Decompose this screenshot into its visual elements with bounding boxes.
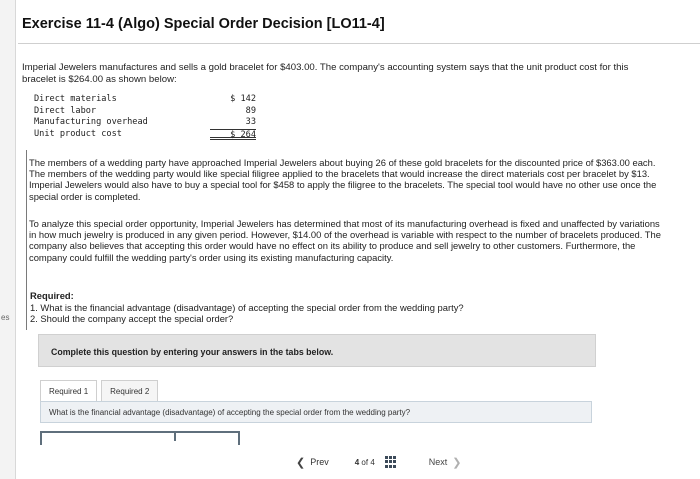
cost-row-direct-labor	[34, 106, 256, 118]
question-text: What is the financial advantage (disadvantage) of accepting the special order from the wedding party?	[49, 408, 411, 417]
tab-required-2[interactable]: Required 2	[101, 380, 158, 402]
page-current: 4	[354, 457, 360, 467]
exercise-title: Exercise 11-4 (Algo) Special Order Decision [LO11-4]	[22, 16, 385, 32]
question-bar	[40, 401, 592, 423]
cost-row-direct-materials	[34, 94, 256, 106]
required-item-1: 1. What is the financial advantage (disadvantage) of accepting the special order from the wedding party?	[30, 301, 464, 313]
cost-value: $ 264	[210, 129, 256, 141]
cost-row-manufacturing-overhead	[34, 117, 256, 129]
cost-label: Unit product cost	[34, 128, 122, 139]
footer-navigation	[296, 452, 462, 472]
answer-tabs	[40, 380, 162, 402]
left-side-rail	[0, 0, 16, 479]
scenario-paragraph: The members of a wedding party have approached Imperial Jewelers about buying 26 of these gold bracelets for the discounted price of $363.00 each. The members of the wedding party would like special filigree applied to the bracelets that would increase the direct materials cost per bracelet by $13. Imperial Jewelers would also have to buy a special tool for $458 to apply the filigree to the bracelets. The special tool would have no other use once the special order is completed.	[29, 157, 657, 202]
unit-cost-table	[34, 94, 256, 140]
cost-row-unit-product-cost	[34, 129, 256, 141]
chevron-left-icon: ❮	[296, 456, 306, 469]
cost-label: Direct materials	[34, 94, 117, 104]
cost-label: Manufacturing overhead	[34, 117, 148, 127]
instruction-text: Complete this question by entering your answers in the tabs below.	[51, 347, 334, 357]
page-indicator	[355, 458, 375, 467]
grid-icon[interactable]	[385, 456, 397, 468]
title-divider	[18, 43, 700, 44]
next-label: Next	[428, 457, 448, 467]
tab-required-1[interactable]: Required 1	[40, 380, 97, 402]
cost-value: 33	[245, 117, 256, 127]
cost-value: 89	[245, 105, 256, 116]
page-of: of	[361, 457, 369, 467]
required-item-2: 2. Should the company accept the special order?	[30, 313, 234, 324]
cost-label: Direct labor	[34, 105, 97, 116]
chevron-right-icon: ❯	[452, 456, 462, 469]
required-heading: Required:	[30, 290, 74, 301]
input-cursor-marker	[174, 433, 176, 441]
cost-value: $ 142	[230, 94, 256, 104]
analysis-paragraph: To analyze this special order opportunity, Imperial Jewelers has determined that most of its manufacturing overhead is fixed and unaffected by variations in how much jewelry is produced in any given period. However, $14.00 of the overhead is variable with respect to the number of bracelets produced. The company also believes that accepting this order would have no effect on its ability to produce and sell jewelry to other customers. Furthermore, the company could fulfill the wedding party's order using its existing manufacturing capacity.	[29, 218, 661, 263]
prev-label: Prev	[310, 457, 329, 467]
side-rail-text: es	[1, 313, 10, 322]
page-total: 4	[370, 457, 375, 467]
prev-button[interactable]	[296, 456, 329, 469]
intro-text: Imperial Jewelers manufactures and sells a gold bracelet for $403.00. The company's accounting system says that the unit product cost for this bracelet is $264.00 as shown below:	[22, 62, 629, 85]
next-button[interactable]	[429, 456, 462, 469]
answer-input[interactable]	[40, 431, 240, 445]
required-section	[30, 290, 464, 325]
instruction-box	[38, 334, 596, 367]
